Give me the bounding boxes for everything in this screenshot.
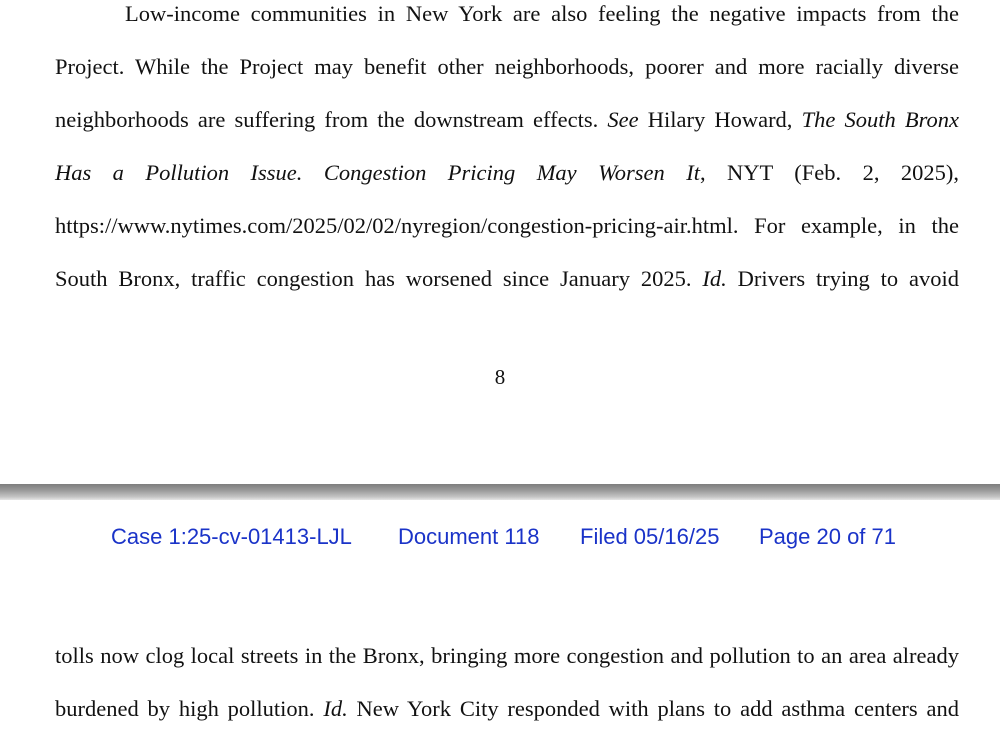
text-run: Low-income communities in New York are also feeling the negative impacts from the: [125, 1, 959, 26]
page-of-total: Page 20 of 71: [759, 524, 897, 549]
body-text-line: [55, 212, 959, 240]
article-title-italic: Has a Pollution Issue. Congestion Pricing May Worsen It: [55, 160, 700, 185]
ecf-case-header: [0, 522, 1000, 552]
text-run: neighborhoods are suffering from the downstream effects.: [55, 107, 608, 132]
filed-date: Filed 05/16/25: [580, 524, 720, 549]
id-citation-italic: Id.: [702, 266, 727, 291]
body-text-line: [55, 642, 959, 670]
id-citation-italic: Id.: [323, 696, 348, 721]
body-text-line: [125, 0, 959, 28]
text-run: burdened by high pollution.: [55, 696, 324, 721]
page-number: 8: [494, 365, 506, 389]
page-separator: [0, 484, 1000, 500]
document-number: Document 118: [398, 524, 540, 549]
text-run: New York City responded with plans to add asthma centers and: [347, 696, 959, 721]
text-run: Hilary Howard,: [638, 107, 802, 132]
text-run: tolls now clog local streets in the Bronx, bringing more congestion and pollution to an area already: [55, 643, 959, 668]
text-run: Project. While the Project may benefit other neighborhoods, poorer and more racially diverse: [55, 54, 959, 79]
citation-url-text: https://www.nytimes.com/2025/02/02/nyregion/congestion-pricing-air.html. For example, in the: [55, 213, 959, 238]
body-text-line: [55, 695, 959, 723]
text-run: South Bronx, traffic congestion has worsened since January 2025.: [55, 266, 703, 291]
signal-italic: See: [607, 107, 639, 132]
body-text-line: [55, 265, 959, 293]
article-title-italic: The South Bronx: [801, 107, 960, 132]
text-run: Drivers trying to avoid: [726, 266, 959, 291]
body-text-line: [55, 159, 959, 187]
body-text-line: [55, 53, 959, 81]
body-text-line: [55, 106, 959, 134]
case-number: Case 1:25-cv-01413-LJL: [111, 524, 352, 549]
text-run: , NYT (Feb. 2, 2025),: [699, 160, 959, 185]
